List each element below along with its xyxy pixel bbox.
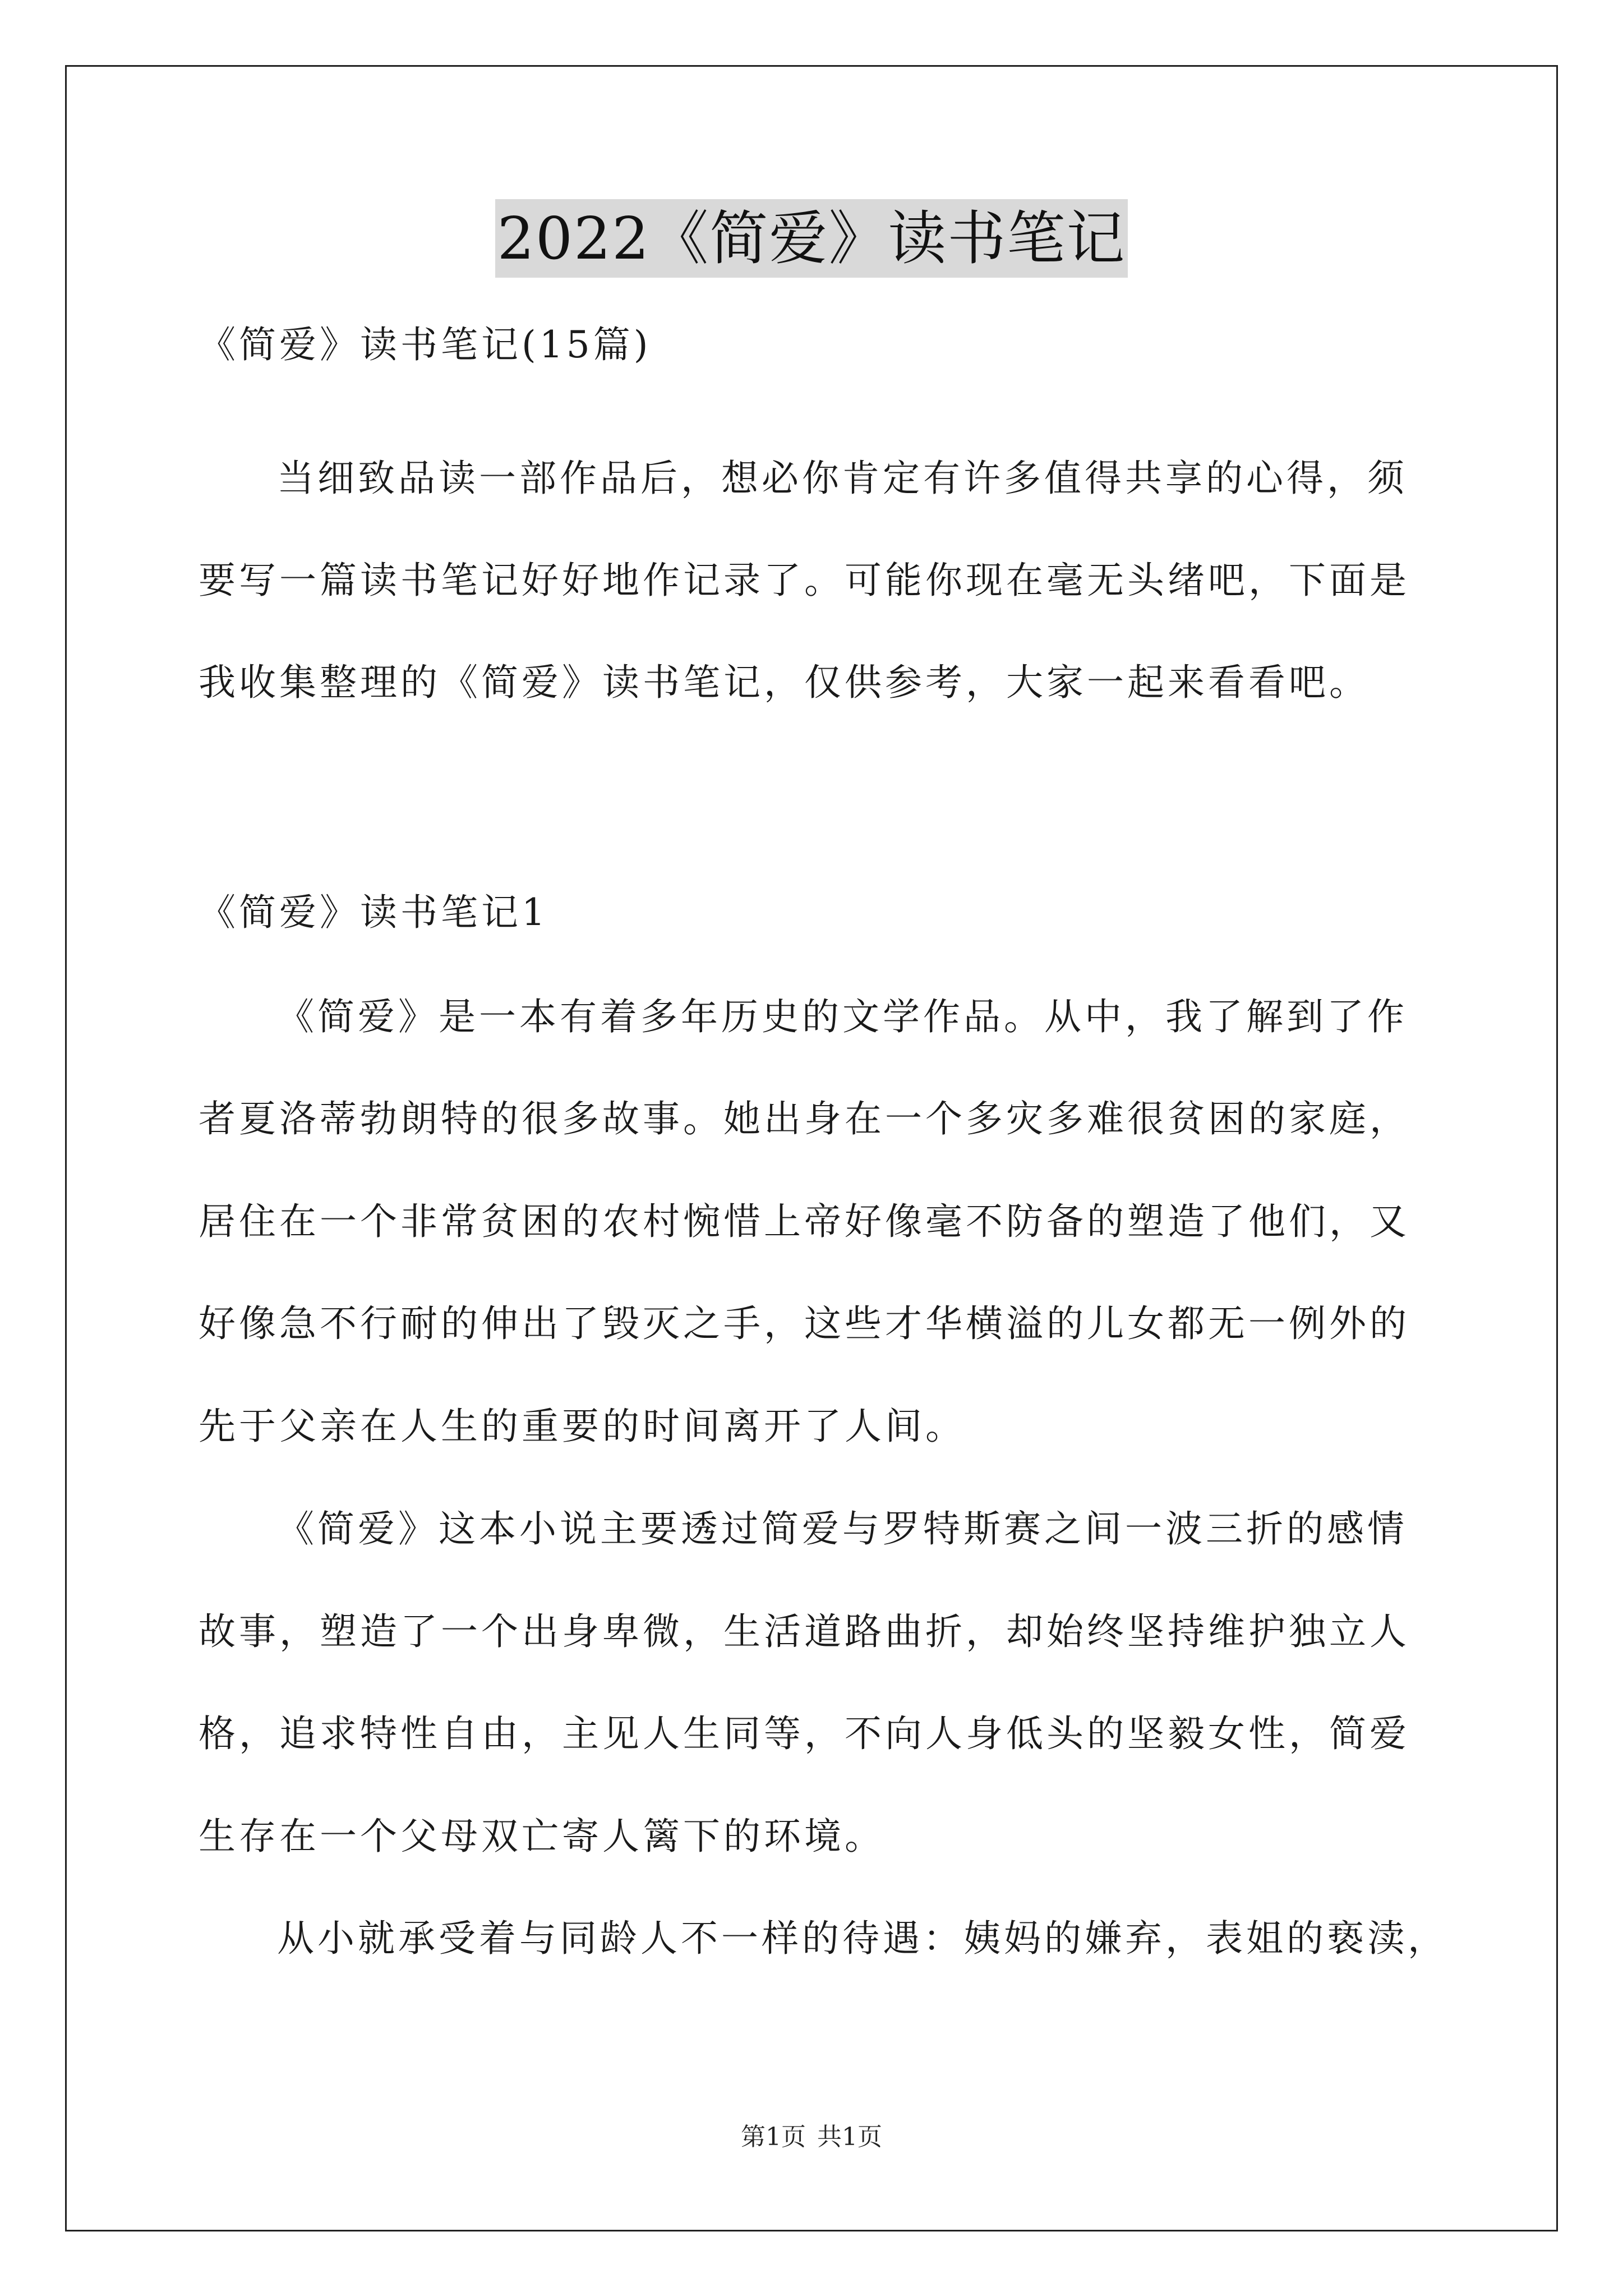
paragraph-line: 者夏洛蒂勃朗特的很多故事。她出身在一个多灾多难很贫困的家庭， bbox=[199, 1097, 1410, 1140]
intro-line-2: 要写一篇读书笔记好好地作记录了。可能你现在毫无头绪吧，下面是 bbox=[199, 559, 1410, 602]
paragraph-line: 从小就承受着与同龄人不一样的待遇：姨妈的嫌弃，表姐的亵渎， bbox=[277, 1917, 1448, 1960]
page-border bbox=[65, 65, 1558, 2231]
section-heading: 《简爱》读书笔记1 bbox=[199, 891, 548, 934]
paragraph-line: 《简爱》这本小说主要透过简爱与罗特斯赛之间一波三折的感情 bbox=[277, 1507, 1408, 1550]
paragraph-line: 先于父亲在人生的重要的时间离开了人间。 bbox=[199, 1405, 966, 1448]
intro-line-3: 我收集整理的《简爱》读书笔记，仅供参考，大家一起来看看吧。 bbox=[199, 661, 1370, 704]
paragraph-line: 好像急不行耐的伸出了毁灭之手，这些才华横溢的儿女都无一例外的 bbox=[199, 1302, 1410, 1345]
page-number: 第1页 bbox=[741, 2123, 806, 2151]
paragraph-line: 格，追求特性自由，主见人生同等，不向人身低头的坚毅女性，简爱 bbox=[199, 1712, 1410, 1755]
subtitle: 《简爱》读书笔记(15篇) bbox=[199, 323, 652, 366]
document-title: 2022《简爱》读书笔记 bbox=[495, 199, 1128, 278]
page-footer bbox=[0, 2120, 1623, 2154]
page-total: 共1页 bbox=[817, 2123, 882, 2151]
title-container bbox=[0, 199, 1623, 278]
paragraph-line: 生存在一个父母双亡寄人篱下的环境。 bbox=[199, 1815, 885, 1858]
paragraph-line: 《简爱》是一本有着多年历史的文学作品。从中，我了解到了作 bbox=[277, 995, 1408, 1038]
paragraph-line: 居住在一个非常贫困的农村惋惜上帝好像毫不防备的塑造了他们，又 bbox=[199, 1200, 1410, 1243]
intro-line-1: 当细致品读一部作品后，想必你肯定有许多值得共享的心得，须 bbox=[277, 457, 1408, 500]
paragraph-line: 故事，塑造了一个出身卑微，生活道路曲折，却始终坚持维护独立人 bbox=[199, 1610, 1410, 1653]
